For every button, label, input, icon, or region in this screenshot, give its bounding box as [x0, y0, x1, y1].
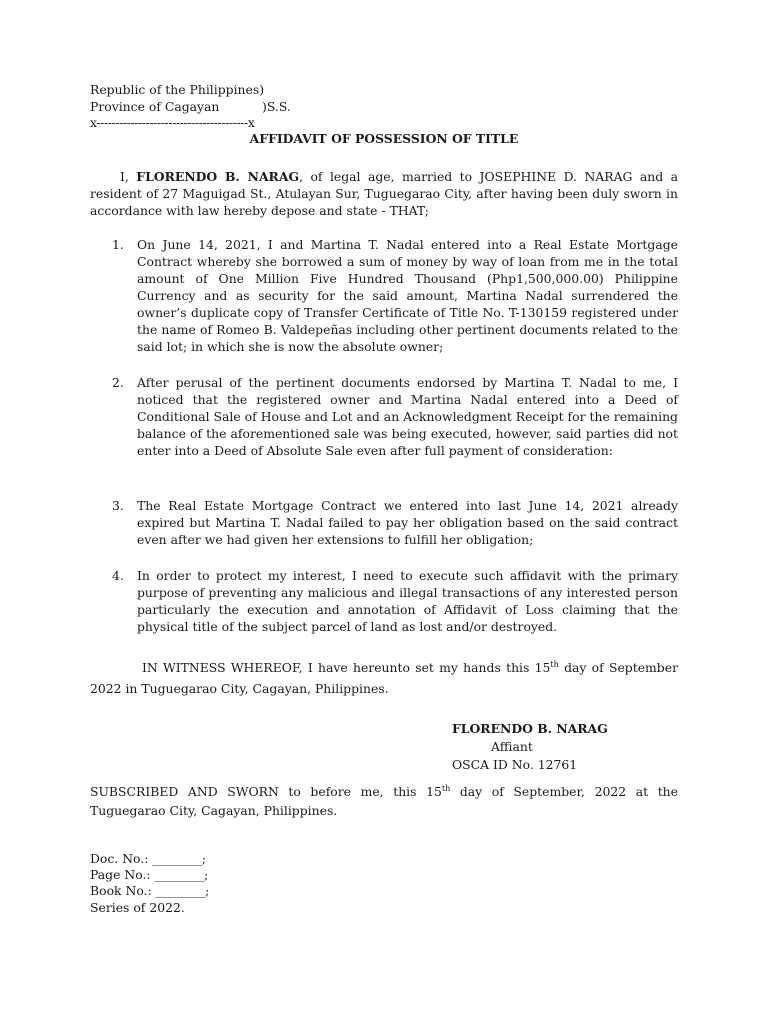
item-text: In order to protect my interest, I need to execute such affidavit with the primary purpose of preventing any malicious and illegal transactions of any interested person particularly the execution and annotation of Affidavit of Loss claiming that the physical title of the subject parcel of land as lost and/or destroyed. — [137, 568, 678, 634]
list-item — [112, 374, 678, 459]
jurat-post: day of September, 2022 at the Tuguegarao City, Cagayan, Philippines. — [90, 784, 678, 818]
item-number: 1. — [112, 237, 124, 252]
list-item — [112, 567, 678, 635]
intro-pre: I, — [120, 169, 137, 184]
list-item — [112, 236, 678, 355]
affiant-name: FLORENDO B. NARAG — [452, 721, 608, 736]
witness-pre: IN WITNESS WHEREOF, I have hereunto set my hands this 15 — [142, 660, 551, 675]
affiant-id: OSCA ID No. 12761 — [452, 757, 578, 772]
jurat-ordinal: th — [441, 783, 451, 793]
jurat-pre: SUBSCRIBED AND SWORN to before me, this 15 — [90, 784, 442, 799]
affiant-role: Affiant — [491, 739, 533, 754]
item-text: On June 14, 2021, I and Martina T. Nadal entered into a Real Estate Mortgage Contract whereby she borrowed a sum of money by way of loan from me in the total amount of One Million Five Hundred Thousand (Php1,500,000.00) Philippine Currency and as security for the said amount, Martina Nadal surrendered the owner’s duplicate copy of Transfer Certificate of Title No. T-130159 registered under the name of Romeo B. Valdepeñas including other pertinent documents related to the said lot; in which she is now the absolute owner; — [137, 237, 678, 354]
document-title: AFFIDAVIT OF POSSESSION OF TITLE — [249, 131, 519, 146]
doc-number: Doc. No.: ________; — [90, 851, 207, 866]
caption-ss: )S.S. — [262, 99, 291, 114]
caption-republic: Republic of the Philippines) — [90, 82, 265, 97]
intro-post: , of legal age, married to JOSEPHINE D. NARAG and a resident of 27 Maguigad St., Atulayan Sur, Tuguegarao City, after having been duly sworn in accordance with law hereby depose and state - THAT; — [90, 169, 678, 218]
list-item — [112, 497, 678, 548]
witness-post: day of September 2022 in Tuguegarao City, Cagayan, Philippines. — [90, 660, 678, 696]
caption-province — [90, 98, 291, 115]
intro-paragraph — [90, 168, 678, 219]
series-year: Series of 2022. — [90, 900, 185, 915]
book-number: Book No.: ________; — [90, 883, 210, 898]
caption-separator: x----------------------------------------x — [90, 115, 255, 130]
witness-paragraph — [90, 657, 678, 699]
affiant-name-inline: FLORENDO B. NARAG — [136, 169, 300, 184]
page-number: Page No.: ________; — [90, 867, 209, 882]
caption-province-text: Province of Cagayan — [90, 99, 220, 114]
jurat-paragraph — [90, 782, 678, 820]
item-number: 3. — [112, 498, 124, 513]
witness-ordinal: th — [550, 659, 559, 669]
item-text: The Real Estate Mortgage Contract we entered into last June 14, 2021 already expired but Martina T. Nadal failed to pay her obligation based on the said contract even after we had given her extensions to fulfill her obligation; — [137, 498, 678, 547]
item-number: 2. — [112, 375, 124, 390]
item-text: After perusal of the pertinent documents endorsed by Martina T. Nadal to me, I noticed that the registered owner and Martina Nadal entered into a Deed of Conditional Sale of House and Lot and an Acknowledgment Receipt for the remaining balance of the aforementioned sale was being executed, however, said parties did not enter into a Deed of Absolute Sale even after full payment of consideration: — [137, 375, 678, 458]
item-number: 4. — [112, 568, 124, 583]
